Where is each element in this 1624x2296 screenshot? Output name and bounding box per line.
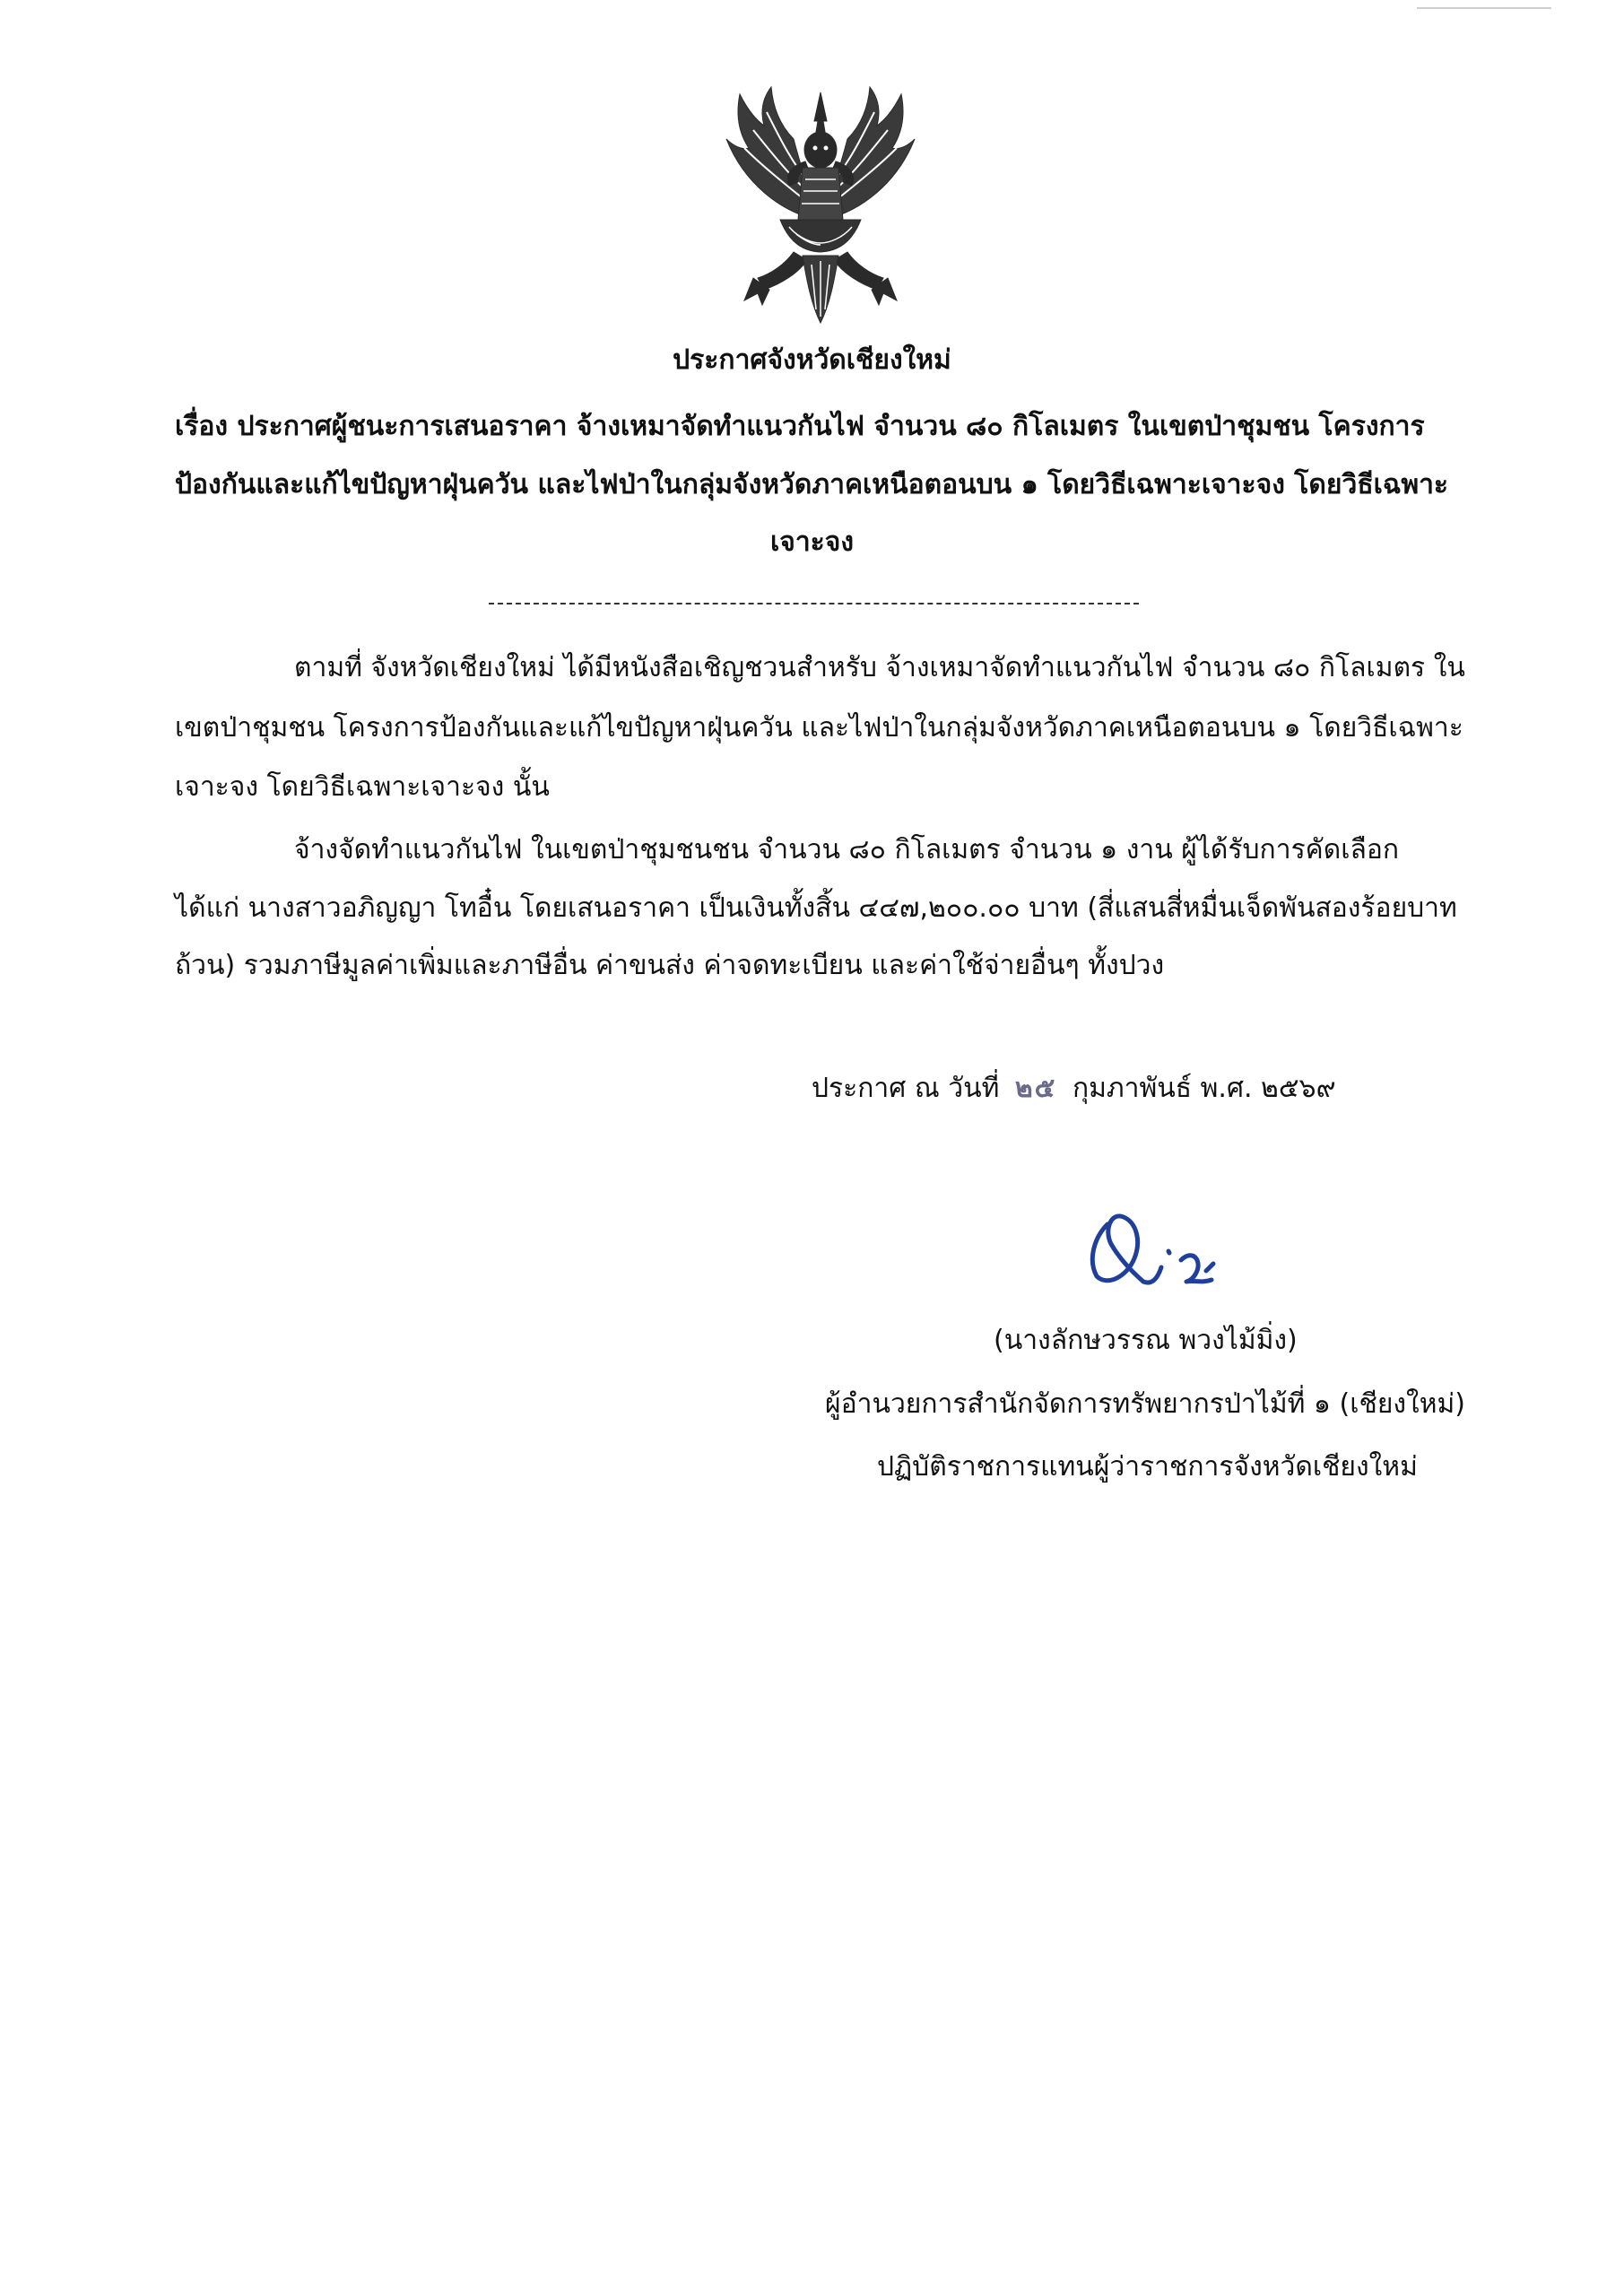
handwritten-signature [1072,1197,1269,1296]
paragraph1-line-3: เจาะจง โดยวิธีเฉพาะเจาะจง นั้น [175,771,550,803]
date-month-year: กุมภาพันธ์ พ.ศ. ๒๕๖๙ [1072,1073,1336,1104]
subject-line-3: เจาะจง [769,526,855,558]
date-prefix: ประกาศ ณ วันที่ [812,1073,1000,1104]
date-day-stamp: ๒๕ [1014,1073,1057,1104]
signatory-acting-for: ปฏิบัติราชการแทนผู้ว่าราชการจังหวัดเชียงใหม่ [877,1451,1418,1483]
signatory-name: (นางลักษวรรณ พวงไม้มิ่ง) [994,1325,1298,1356]
announcement-date [812,1071,1336,1107]
signatory-position: ผู้อำนวยการสำนักจัดการทรัพยากรป่าไม้ที่ ๑ (เชียงใหม่) [825,1388,1465,1420]
subject-line-2: ป้องกันและแก้ไขปัญหาฝุ่นควัน และไฟป่าในกลุ่มจังหวัดภาคเหนือตอนบน ๑ โดยวิธีเฉพาะเจาะจง โดยวิธีเฉพาะ [175,469,1449,500]
paragraph1-line-2: เขตป่าชุมชน โครงการป้องกันและแก้ไขปัญหาฝุ่นควัน และไฟป่าในกลุ่มจังหวัดภาคเหนือตอนบน ๑ โดยวิธีเฉพาะ [175,712,1463,744]
subject-line-1: เรื่อง ประกาศผู้ชนะการเสนอราคา จ้างเหมาจัดทำแนวกันไฟ จำนวน ๘๐ กิโลเมตร ในเขตป่าชุมชน โครงการ [175,411,1425,442]
paragraph2-line-3: ถ้วน) รวมภาษีมูลค่าเพิ่มและภาษีอื่น ค่าขนส่ง ค่าจดทะเบียน และค่าใช้จ่ายอื่นๆ ทั้งปวง [175,950,1165,981]
document-title: ประกาศจังหวัดเชียงใหม่ [673,344,951,376]
paragraph2-line-1: จ้างจัดทำแนวกันไฟ ในเขตป่าชุมชนชน จำนวน ๘๐ กิโลเมตร จำนวน ๑ งาน ผู้ได้รับการคัดเลือก [294,834,1400,865]
paragraph1-line-1: ตามที่ จังหวัดเชียงใหม่ ได้มีหนังสือเชิญชวนสำหรับ จ้างเหมาจัดทำแนวกันไฟ จำนวน ๘๐ กิโลเมตร ใน [294,652,1465,683]
scan-mark [1417,7,1551,9]
paragraph2-line-2: ได้แก่ นางสาวอภิญญา โทอื๋น โดยเสนอราคา เป็นเงินทั้งสิ้น ๔๔๗,๒๐๐.๐๐ บาท (สี่แสนสี่หมื่นเจ็ดพันสองร้อยบาท [175,892,1457,924]
garuda-emblem-icon [708,85,933,327]
divider-line [489,603,1139,604]
